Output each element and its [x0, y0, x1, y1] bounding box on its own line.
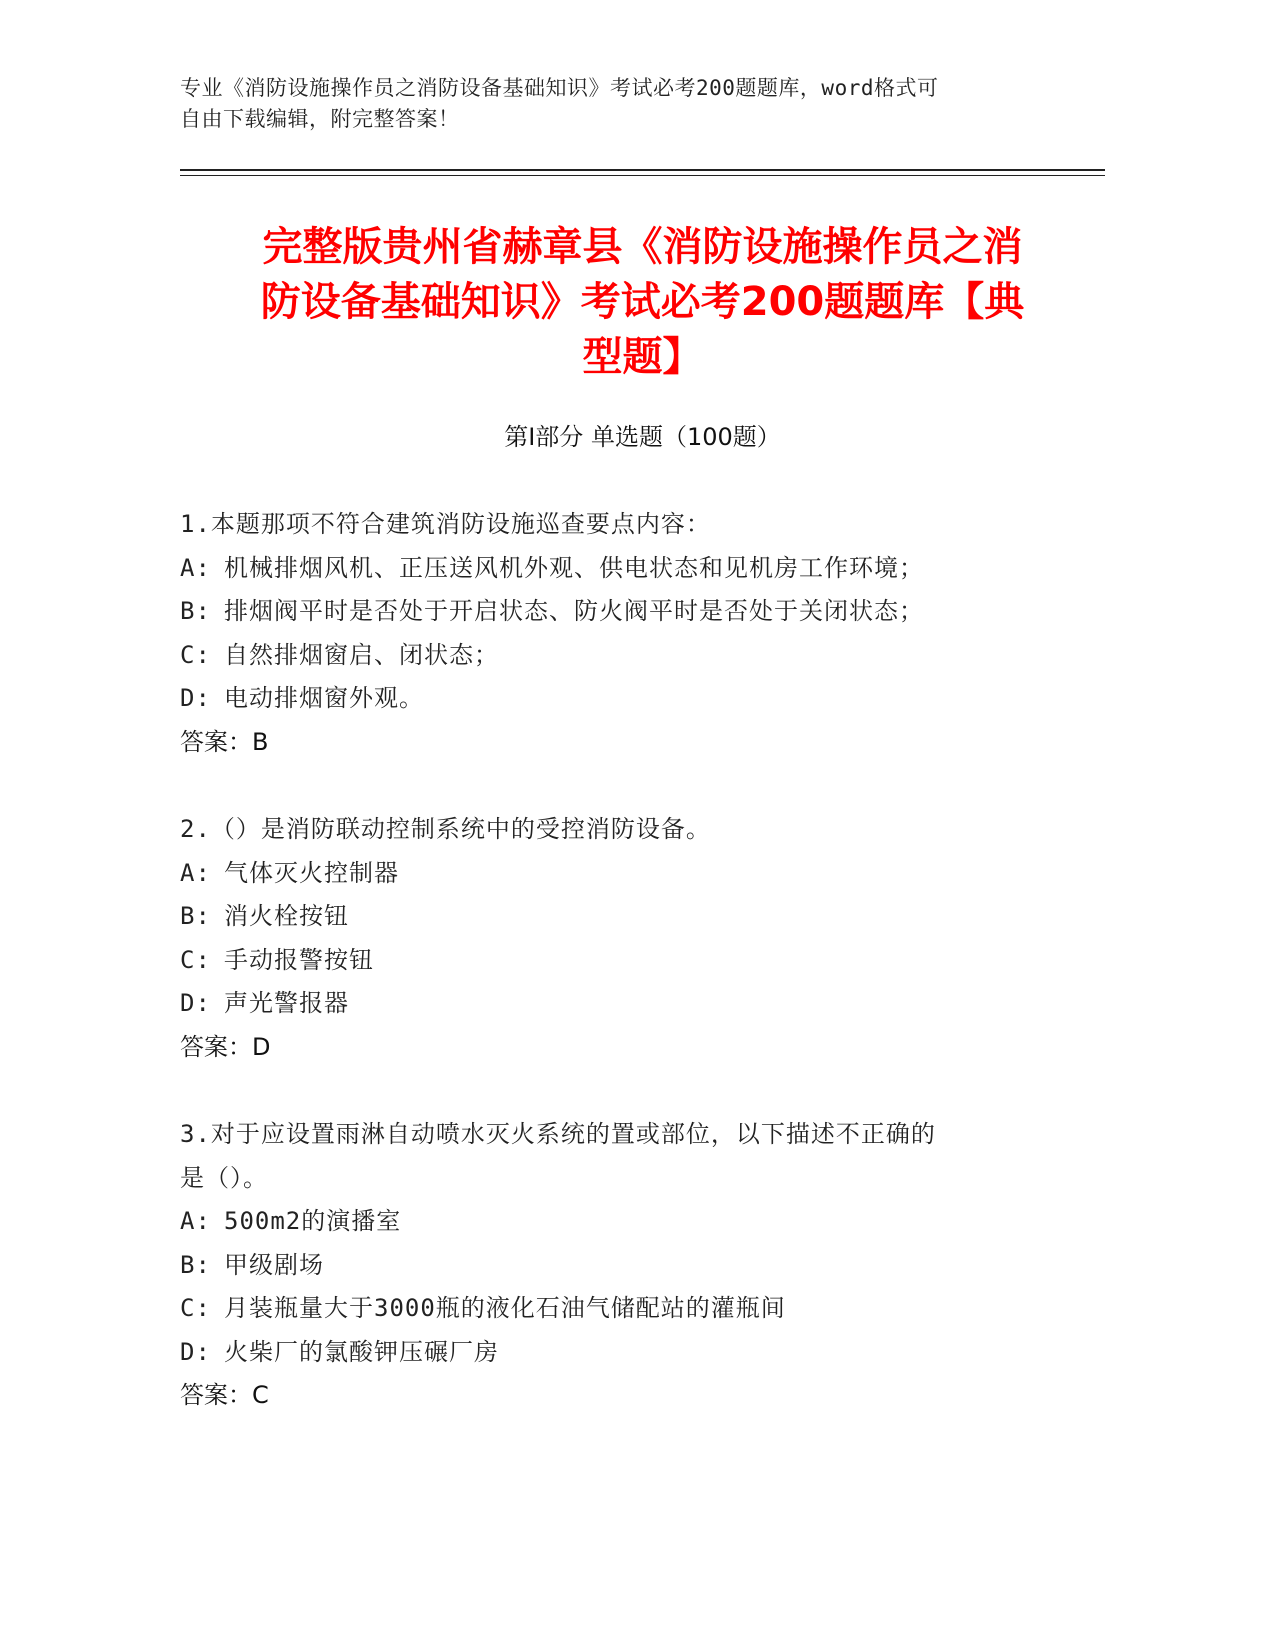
- title-line1: 完整版贵州省赫章县《消防设施操作员之消: [262, 224, 1023, 270]
- option-letter: C:: [180, 640, 211, 669]
- question-2: [180, 808, 1080, 1069]
- option-d: [180, 1331, 1080, 1375]
- option-d: [180, 677, 1080, 721]
- option-text: 电动排烟窗外观。: [224, 684, 424, 712]
- question-3: [180, 1113, 1080, 1418]
- option-d: [180, 982, 1080, 1026]
- option-text: 手动报警按钮: [224, 945, 374, 974]
- option-letter: B:: [180, 1250, 211, 1279]
- option-letter: A:: [180, 858, 211, 887]
- option-text: 排烟阀平时是否处于开启状态、防火阀平时是否处于关闭状态；: [224, 597, 924, 625]
- header-divider-thick: [180, 169, 1105, 171]
- question-list: [180, 503, 1080, 1462]
- option-b: [180, 895, 1080, 939]
- option-a: [180, 547, 1080, 591]
- option-letter: C:: [180, 945, 211, 974]
- document-header-note: [180, 73, 1040, 135]
- option-b: [180, 1244, 1080, 1288]
- option-letter: D:: [180, 684, 211, 712]
- answer-label: 答案：B: [180, 727, 269, 756]
- option-text: 甲级剧场: [224, 1250, 324, 1279]
- question-stem: 3.对于应设置雨淋自动喷水灭火系统的置或部位，以下描述不正确的: [180, 1120, 936, 1148]
- answer-label: 答案：C: [180, 1381, 269, 1409]
- option-a: [180, 1200, 1080, 1244]
- option-text: 500m2的演播室: [224, 1207, 402, 1235]
- section-title: 第I部分 单选题（100题）: [504, 423, 781, 451]
- option-c: [180, 634, 1080, 678]
- option-text: 火柴厂的氯酸钾压碾厂房: [224, 1337, 499, 1366]
- option-text: 声光警报器: [224, 989, 349, 1017]
- option-text: 气体灭火控制器: [224, 858, 399, 887]
- header-note-line2: 自由下载编辑，附完整答案！: [180, 107, 460, 131]
- option-c: [180, 939, 1080, 983]
- document-title: [180, 220, 1105, 385]
- option-c: [180, 1287, 1080, 1331]
- question-1: [180, 503, 1080, 764]
- question-stem: 1.本题那项不符合建筑消防设施巡查要点内容：: [180, 510, 711, 538]
- option-letter: B:: [180, 902, 211, 930]
- option-text: 机械排烟风机、正压送风机外观、供电状态和见机房工作环境；: [224, 553, 924, 582]
- answer-label: 答案：D: [180, 1032, 271, 1061]
- option-text: 自然排烟窗启、闭状态；: [224, 640, 499, 669]
- header-divider-thin: [180, 175, 1105, 176]
- option-text: 消火栓按钮: [224, 902, 349, 930]
- option-text: 月装瓶量大于3000瓶的液化石油气储配站的灌瓶间: [224, 1294, 786, 1322]
- header-note-line1: 专业《消防设施操作员之消防设备基础知识》考试必考200题题库，word格式可: [180, 76, 939, 100]
- title-line3: 型题】: [582, 334, 703, 380]
- question-stem-continued: 是（）。: [180, 1163, 268, 1192]
- question-stem: 2.（）是消防联动控制系统中的受控消防设备。: [180, 815, 711, 843]
- option-a: [180, 852, 1080, 896]
- title-line2: 防设备基础知识》考试必考200题题库【典: [260, 279, 1025, 325]
- option-letter: A:: [180, 1207, 211, 1235]
- option-letter: A:: [180, 553, 211, 582]
- option-letter: B:: [180, 597, 211, 625]
- option-letter: C:: [180, 1294, 211, 1322]
- option-letter: D:: [180, 989, 211, 1017]
- option-b: [180, 590, 1080, 634]
- option-letter: D:: [180, 1337, 211, 1366]
